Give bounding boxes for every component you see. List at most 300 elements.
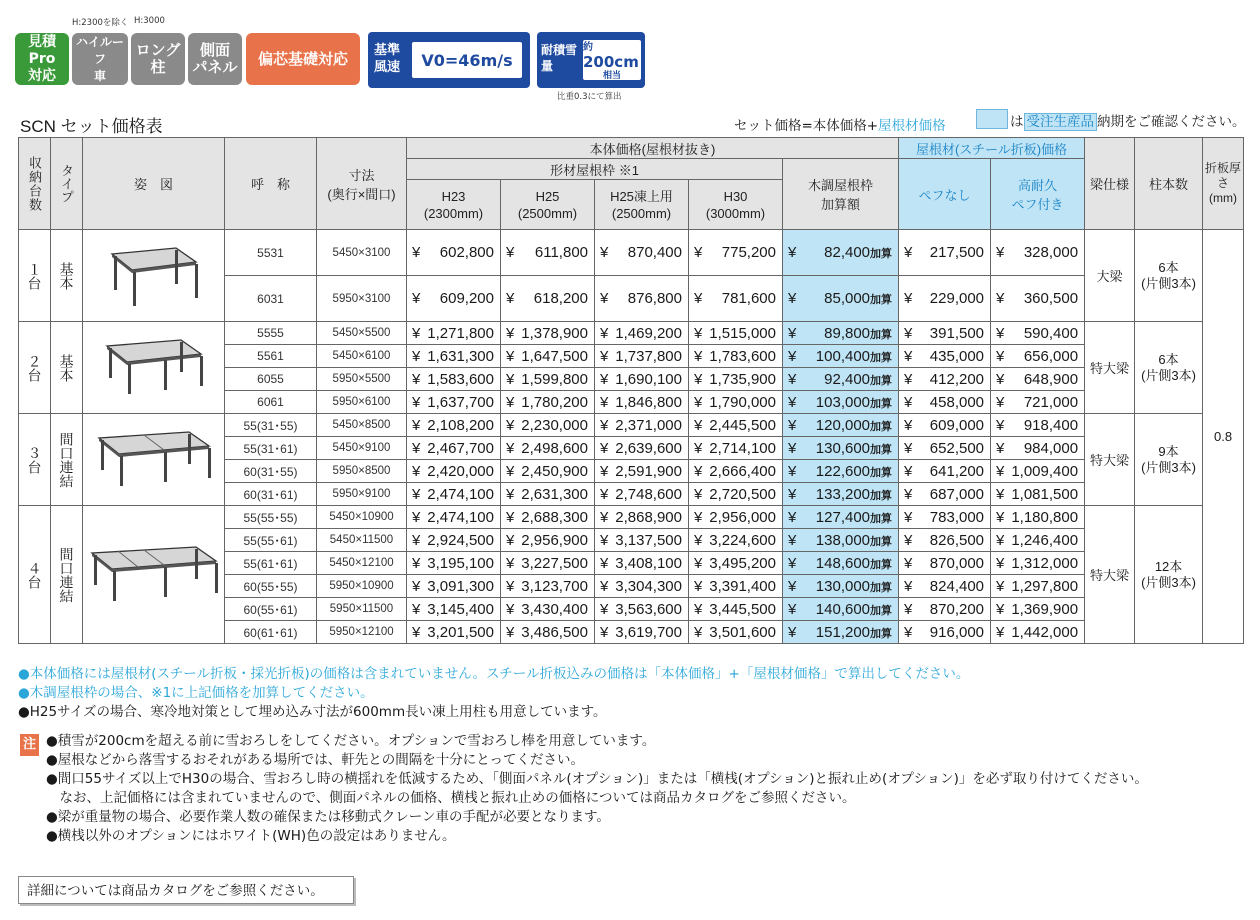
price-value: 3,430,400 xyxy=(521,600,588,618)
header-name: 呼 称 xyxy=(225,138,317,230)
price-value: 2,445,500 xyxy=(709,416,776,434)
cell-roof-pefu2 xyxy=(991,529,1085,552)
yen-sign: ¥ xyxy=(600,370,609,388)
price-value: 3,123,700 xyxy=(521,577,588,595)
yen-sign: ¥ xyxy=(996,554,1005,572)
add-label: 加算 xyxy=(870,420,893,433)
table-row xyxy=(19,506,1244,529)
cell-name: 5555 xyxy=(225,322,317,345)
box-label: 受注生産品 xyxy=(1024,113,1098,131)
yen-sign: ¥ xyxy=(996,577,1005,595)
header-units: 収納台数 xyxy=(19,138,51,230)
cell-figure xyxy=(83,322,225,414)
cell-wood-add xyxy=(783,460,899,483)
cell-wood-add xyxy=(783,598,899,621)
caution-4: なお、上記価格には含まれていませんので、側面パネルの価格、横桟と振れ止めの価格については商品カタログをご参照ください。 xyxy=(46,790,856,806)
yen-sign: ¥ xyxy=(904,485,913,503)
cell-posts: 9本 (片側3本) xyxy=(1135,414,1203,506)
cell-name: 60(61･61) xyxy=(225,621,317,644)
price-value: 92,400 xyxy=(824,370,871,388)
cell-price-h25 xyxy=(501,506,595,529)
cell-price-h25t xyxy=(595,621,689,644)
cell-price-h25 xyxy=(501,529,595,552)
price-value: 1,637,700 xyxy=(427,393,494,411)
price-value: 148,600 xyxy=(815,554,871,572)
mitsumori-badge: 見積Pro 対応 xyxy=(15,33,69,85)
price-value: 870,200 xyxy=(929,600,985,618)
price-value: 870,400 xyxy=(627,244,682,261)
price-value: 609,200 xyxy=(439,290,494,307)
cell-figure xyxy=(83,414,225,506)
cell-figure xyxy=(83,506,225,644)
cell-price-h30 xyxy=(689,575,783,598)
caution-6: ●横桟以外のオプションにはホワイト(WH)色の設定はありません。 xyxy=(46,828,456,844)
price-value: 1,009,400 xyxy=(1011,462,1079,480)
price-value: 918,400 xyxy=(1023,416,1079,434)
price-value: 3,563,600 xyxy=(615,600,682,618)
yen-sign: ¥ xyxy=(694,370,703,388)
price-value: 1,271,800 xyxy=(427,324,494,342)
price-value: 2,631,300 xyxy=(521,485,588,503)
cell-name: 60(55･55) xyxy=(225,575,317,598)
cell-size: 5450×5500 xyxy=(317,322,407,345)
cell-price-h25 xyxy=(501,230,595,276)
cell-roof-pefu xyxy=(899,391,991,414)
price-value: 870,000 xyxy=(929,554,985,572)
yen-sign: ¥ xyxy=(904,508,913,526)
cell-roof-pefu xyxy=(899,460,991,483)
cell-size: 5450×9100 xyxy=(317,437,407,460)
price-value: 435,000 xyxy=(929,347,985,365)
cell-price-h30 xyxy=(689,414,783,437)
cell-size: 5950×3100 xyxy=(317,276,407,322)
cell-price-h25t xyxy=(595,529,689,552)
price-value: 721,000 xyxy=(1023,393,1079,411)
cell-type: 基本 xyxy=(51,322,83,414)
cell-price-h23 xyxy=(407,483,501,506)
cell-wood-add xyxy=(783,552,899,575)
yen-sign: ¥ xyxy=(412,244,421,261)
cell-roof-pefu2 xyxy=(991,460,1085,483)
cell-wood-add xyxy=(783,345,899,368)
cell-wood-add xyxy=(783,529,899,552)
wind-speed-box xyxy=(368,32,530,88)
cell-roof-pefu xyxy=(899,414,991,437)
yen-sign: ¥ xyxy=(694,347,703,365)
side-panel-badge: 側面 パネル xyxy=(188,33,242,85)
yen-sign: ¥ xyxy=(788,554,797,572)
add-label: 加算 xyxy=(870,328,893,341)
cell-roof-pefu2 xyxy=(991,483,1085,506)
yen-sign: ¥ xyxy=(412,347,421,365)
cell-price-h23 xyxy=(407,230,501,276)
wind-value: V0=46m/s xyxy=(412,42,522,78)
add-label: 加算 xyxy=(870,604,893,617)
cell-roof-pefu2 xyxy=(991,322,1085,345)
highroof-note: H:2300を除く xyxy=(72,18,129,28)
caution-1: ●積雪が200cmを超える前に雪おろしをしてください。オプションで雪おろし棒を用意しています。 xyxy=(46,733,656,749)
yen-sign: ¥ xyxy=(904,370,913,388)
cell-price-h25t xyxy=(595,575,689,598)
cell-name: 55(55･61) xyxy=(225,529,317,552)
cell-price-h23 xyxy=(407,322,501,345)
cell-size: 5450×6100 xyxy=(317,345,407,368)
cell-price-h25 xyxy=(501,345,595,368)
price-value: 1,369,900 xyxy=(1011,600,1079,618)
price-value: 1,737,800 xyxy=(615,347,682,365)
cell-wood-add xyxy=(783,230,899,276)
price-value: 391,500 xyxy=(929,324,985,342)
header-row-1 xyxy=(19,138,1244,159)
price-value: 3,195,100 xyxy=(427,554,494,572)
price-value: 602,800 xyxy=(439,244,494,261)
yen-sign: ¥ xyxy=(506,508,515,526)
cell-price-h25t xyxy=(595,414,689,437)
price-value: 1,081,500 xyxy=(1011,485,1079,503)
yen-sign: ¥ xyxy=(996,347,1005,365)
cell-roof-pefu2 xyxy=(991,621,1085,644)
cell-name: 55(61･61) xyxy=(225,552,317,575)
snow-note: 比重0.3にて算出 xyxy=(557,92,622,102)
yen-sign: ¥ xyxy=(506,623,515,641)
price-value: 2,639,600 xyxy=(615,439,682,457)
price-value: 1,312,000 xyxy=(1011,554,1079,572)
cell-roof-pefu xyxy=(899,621,991,644)
price-value: 1,297,800 xyxy=(1011,577,1079,595)
cell-roof-pefu2 xyxy=(991,506,1085,529)
price-value: 412,200 xyxy=(929,370,985,388)
price-value: 781,600 xyxy=(721,290,776,307)
price-value: 916,000 xyxy=(929,623,985,641)
price-value: 783,000 xyxy=(929,508,985,526)
yen-sign: ¥ xyxy=(904,577,913,595)
highroof-badge: ハイルーフ 車 xyxy=(72,33,128,85)
cell-units: ３台 xyxy=(19,414,51,506)
header-pefu: ペフなし xyxy=(899,159,991,230)
cell-price-h30 xyxy=(689,598,783,621)
price-value: 2,467,700 xyxy=(427,439,494,457)
cell-price-h30 xyxy=(689,437,783,460)
cell-price-h30 xyxy=(689,529,783,552)
cell-price-h30 xyxy=(689,345,783,368)
cell-roof-pefu xyxy=(899,529,991,552)
yen-sign: ¥ xyxy=(412,462,421,480)
yen-sign: ¥ xyxy=(788,370,797,388)
yen-sign: ¥ xyxy=(904,600,913,618)
price-value: 775,200 xyxy=(721,244,776,261)
cell-price-h30 xyxy=(689,506,783,529)
add-label: 加算 xyxy=(870,397,893,410)
price-value: 2,420,000 xyxy=(427,462,494,480)
box-prefix: は xyxy=(1010,114,1024,130)
yen-sign: ¥ xyxy=(904,393,913,411)
price-value: 2,748,600 xyxy=(615,485,682,503)
snow-load-box xyxy=(537,32,645,88)
cell-thickness: 0.8 xyxy=(1203,230,1244,644)
cell-price-h25 xyxy=(501,391,595,414)
price-value: 590,400 xyxy=(1023,324,1079,342)
cell-size: 5950×5500 xyxy=(317,368,407,391)
price-value: 1,599,800 xyxy=(521,370,588,388)
price-value: 1,780,200 xyxy=(521,393,588,411)
cell-price-h23 xyxy=(407,598,501,621)
cell-price-h30 xyxy=(689,621,783,644)
yen-sign: ¥ xyxy=(694,485,703,503)
cell-roof-pefu2 xyxy=(991,391,1085,414)
yen-sign: ¥ xyxy=(904,554,913,572)
carport-figure-4 xyxy=(88,535,220,611)
cell-name: 55(31･55) xyxy=(225,414,317,437)
cell-price-h25 xyxy=(501,276,595,322)
yen-sign: ¥ xyxy=(996,531,1005,549)
cell-wood-add xyxy=(783,483,899,506)
price-value: 1,790,000 xyxy=(709,393,776,411)
yen-sign: ¥ xyxy=(694,439,703,457)
snow-value-suffix: 相当 xyxy=(602,70,621,81)
price-value: 328,000 xyxy=(1023,244,1079,261)
price-value: 82,400 xyxy=(824,244,871,261)
price-value: 1,469,200 xyxy=(615,324,682,342)
add-label: 加算 xyxy=(870,489,893,502)
yen-sign: ¥ xyxy=(996,600,1005,618)
cell-price-h30 xyxy=(689,322,783,345)
price-value: 2,230,000 xyxy=(521,416,588,434)
cell-name: 55(55･55) xyxy=(225,506,317,529)
cell-posts: 6本 (片側3本) xyxy=(1135,230,1203,322)
cell-roof-pefu xyxy=(899,437,991,460)
cell-posts: 12本 (片側3本) xyxy=(1135,506,1203,644)
cell-price-h25t xyxy=(595,322,689,345)
add-label: 加算 xyxy=(870,248,893,260)
price-value: 3,145,400 xyxy=(427,600,494,618)
cell-roof-pefu2 xyxy=(991,230,1085,276)
snow-value-box xyxy=(583,40,641,80)
cell-name: 60(31･55) xyxy=(225,460,317,483)
header-figure: 姿 図 xyxy=(83,138,225,230)
header-body-price: 本体価格(屋根材抜き) xyxy=(407,138,899,159)
price-value: 2,108,200 xyxy=(427,416,494,434)
yen-sign: ¥ xyxy=(788,324,797,342)
price-value: 122,600 xyxy=(815,462,871,480)
add-label: 加算 xyxy=(870,627,893,640)
yen-sign: ¥ xyxy=(506,462,515,480)
yen-sign: ¥ xyxy=(506,577,515,595)
cell-roof-pefu xyxy=(899,368,991,391)
price-value: 360,500 xyxy=(1023,290,1079,307)
cell-size: 5450×11500 xyxy=(317,529,407,552)
yen-sign: ¥ xyxy=(600,600,609,618)
yen-sign: ¥ xyxy=(506,531,515,549)
cell-price-h25t xyxy=(595,230,689,276)
cell-size: 5450×3100 xyxy=(317,230,407,276)
cell-price-h25 xyxy=(501,368,595,391)
cell-price-h23 xyxy=(407,552,501,575)
yen-sign: ¥ xyxy=(904,290,913,307)
long-post-badge: ロング 柱 xyxy=(131,33,185,85)
cell-roof-pefu xyxy=(899,575,991,598)
yen-sign: ¥ xyxy=(600,531,609,549)
cell-roof-pefu xyxy=(899,322,991,345)
yen-sign: ¥ xyxy=(904,439,913,457)
yen-sign: ¥ xyxy=(600,554,609,572)
cell-price-h30 xyxy=(689,483,783,506)
cell-type: 基本 xyxy=(51,230,83,322)
cell-wood-add xyxy=(783,437,899,460)
price-value: 3,137,500 xyxy=(615,531,682,549)
price-value: 2,714,100 xyxy=(709,439,776,457)
cell-name: 5561 xyxy=(225,345,317,368)
add-label: 加算 xyxy=(870,374,893,387)
cell-price-h30 xyxy=(689,391,783,414)
price-formula xyxy=(734,114,946,134)
price-value: 3,227,500 xyxy=(521,554,588,572)
cell-roof-pefu2 xyxy=(991,276,1085,322)
cell-wood-add xyxy=(783,276,899,322)
price-value: 652,500 xyxy=(929,439,985,457)
add-label: 加算 xyxy=(870,443,893,456)
formula-highlight: 屋根材価格 xyxy=(878,118,946,134)
yen-sign: ¥ xyxy=(506,393,515,411)
cell-price-h25 xyxy=(501,598,595,621)
yen-sign: ¥ xyxy=(788,531,797,549)
header-type: タイプ xyxy=(51,138,83,230)
yen-sign: ¥ xyxy=(600,577,609,595)
cell-units: ４台 xyxy=(19,506,51,644)
cell-price-h30 xyxy=(689,230,783,276)
caution-5: ●梁が重量物の場合、必要作業人数の確保または移動式クレーン車の手配が必要となります。 xyxy=(46,809,610,825)
table-row xyxy=(19,230,1244,276)
yen-sign: ¥ xyxy=(506,554,515,572)
yen-sign: ¥ xyxy=(996,393,1005,411)
cell-price-h25t xyxy=(595,598,689,621)
snow-value-prefix: 約 xyxy=(583,41,593,53)
price-value: 648,900 xyxy=(1023,370,1079,388)
yen-sign: ¥ xyxy=(996,324,1005,342)
yen-sign: ¥ xyxy=(506,324,515,342)
cell-price-h25t xyxy=(595,345,689,368)
cell-price-h30 xyxy=(689,368,783,391)
price-value: 2,591,900 xyxy=(615,462,682,480)
header-roof-price: 屋根材(スチール折板)価格 xyxy=(899,138,1085,159)
price-value: 687,000 xyxy=(929,485,985,503)
cell-price-h25 xyxy=(501,322,595,345)
cell-price-h23 xyxy=(407,529,501,552)
cell-roof-pefu2 xyxy=(991,414,1085,437)
cell-name: 5531 xyxy=(225,230,317,276)
yen-sign: ¥ xyxy=(506,485,515,503)
table-row xyxy=(19,414,1244,437)
price-value: 120,000 xyxy=(815,416,871,434)
cell-price-h25t xyxy=(595,276,689,322)
formula-text: セット価格=本体価格+ xyxy=(734,118,879,134)
table-row xyxy=(19,322,1244,345)
page-title: SCN セット価格表 xyxy=(20,117,163,136)
cell-price-h23 xyxy=(407,345,501,368)
cell-price-h23 xyxy=(407,506,501,529)
price-value: 2,956,000 xyxy=(709,508,776,526)
header-h25t: H25凍上用 (2500mm) xyxy=(595,180,689,230)
yen-sign: ¥ xyxy=(996,508,1005,526)
price-value: 3,391,400 xyxy=(709,577,776,595)
price-value: 151,200 xyxy=(815,623,871,641)
header-h25: H25 (2500mm) xyxy=(501,180,595,230)
cell-price-h25 xyxy=(501,552,595,575)
add-label: 加算 xyxy=(870,535,893,548)
cell-price-h23 xyxy=(407,276,501,322)
cell-roof-pefu xyxy=(899,552,991,575)
cell-roof-pefu xyxy=(899,598,991,621)
yen-sign: ¥ xyxy=(600,462,609,480)
yen-sign: ¥ xyxy=(600,324,609,342)
cell-price-h25t xyxy=(595,552,689,575)
cell-price-h25 xyxy=(501,460,595,483)
price-value: 85,000 xyxy=(824,290,871,307)
cell-posts: 6本 (片側3本) xyxy=(1135,322,1203,414)
price-value: 3,224,600 xyxy=(709,531,776,549)
price-value: 984,000 xyxy=(1023,439,1079,457)
price-value: 2,688,300 xyxy=(521,508,588,526)
price-value: 2,450,900 xyxy=(521,462,588,480)
cell-figure xyxy=(83,230,225,322)
header-h30: H30 (3000mm) xyxy=(689,180,783,230)
price-value: 130,600 xyxy=(815,439,871,457)
yen-sign: ¥ xyxy=(412,577,421,595)
yen-sign: ¥ xyxy=(600,347,609,365)
cell-beam: 特大梁 xyxy=(1085,506,1135,644)
price-value: 2,956,900 xyxy=(521,531,588,549)
yen-sign: ¥ xyxy=(694,508,703,526)
yen-sign: ¥ xyxy=(904,244,913,261)
caution-2: ●屋根などから落雪するおそれがある場所では、軒先との間隔を十分にとってください。 xyxy=(46,752,585,768)
yen-sign: ¥ xyxy=(506,244,515,261)
cell-wood-add xyxy=(783,414,899,437)
cell-roof-pefu2 xyxy=(991,368,1085,391)
yen-sign: ¥ xyxy=(694,462,703,480)
price-value: 458,000 xyxy=(929,393,985,411)
yen-sign: ¥ xyxy=(506,439,515,457)
yen-sign: ¥ xyxy=(600,439,609,457)
header-pefu2: 高耐久 ペフ付き xyxy=(991,159,1085,230)
yen-sign: ¥ xyxy=(600,485,609,503)
yen-sign: ¥ xyxy=(788,393,797,411)
cell-roof-pefu2 xyxy=(991,598,1085,621)
price-value: 1,180,800 xyxy=(1011,508,1079,526)
price-value: 2,371,000 xyxy=(615,416,682,434)
cell-beam: 特大梁 xyxy=(1085,414,1135,506)
yen-sign: ¥ xyxy=(996,439,1005,457)
price-value: 1,442,000 xyxy=(1011,623,1079,641)
caution-3: ●間口55サイズ以上でH30の場合、雪おろし時の横揺れを低減するため、「側面パネル(オプション)」または「横桟(オプション)と振れ止め(オプション)」を必ず取り付けてください。 xyxy=(46,771,1148,787)
snow-value: 200cm xyxy=(583,52,639,71)
add-label: 加算 xyxy=(870,512,893,525)
yen-sign: ¥ xyxy=(788,623,797,641)
yen-sign: ¥ xyxy=(600,416,609,434)
yen-sign: ¥ xyxy=(412,290,421,307)
price-value: 1,246,400 xyxy=(1011,531,1079,549)
cell-wood-add xyxy=(783,506,899,529)
price-value: 103,000 xyxy=(815,393,871,411)
yen-sign: ¥ xyxy=(694,290,703,307)
price-value: 2,474,100 xyxy=(427,485,494,503)
cell-price-h30 xyxy=(689,552,783,575)
price-value: 127,400 xyxy=(815,508,871,526)
add-label: 加算 xyxy=(870,294,893,306)
carport-figure-1 xyxy=(88,236,220,312)
yen-sign: ¥ xyxy=(904,531,913,549)
cell-roof-pefu xyxy=(899,506,991,529)
carport-figure-2 xyxy=(88,328,220,404)
price-value: 229,000 xyxy=(929,290,985,307)
